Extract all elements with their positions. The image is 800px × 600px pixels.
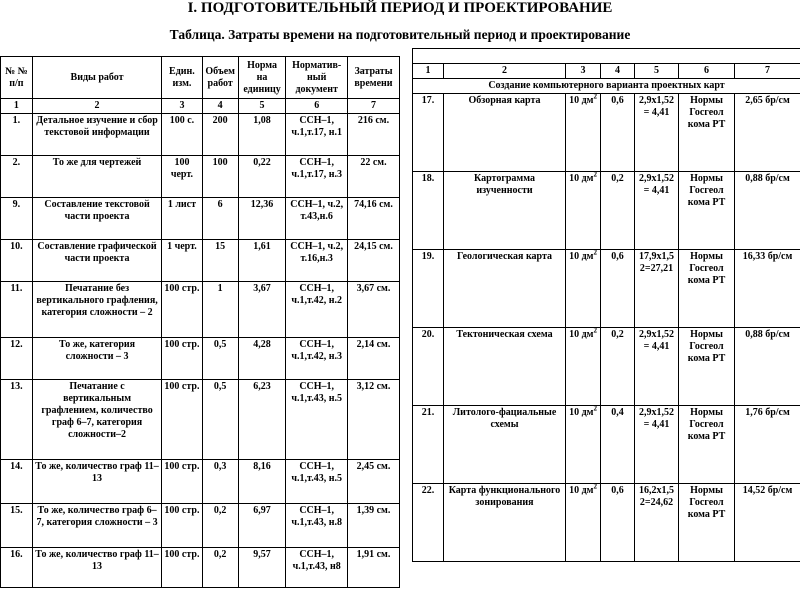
col-number: 5 <box>238 99 286 114</box>
volume: 0,5 <box>202 380 238 460</box>
normative-doc: ССН–1, ч.2, т.43,н.6 <box>286 198 348 240</box>
time-cost: 1,91 см. <box>347 548 399 588</box>
norm: 8,16 <box>238 460 286 504</box>
row-number: 2. <box>1 156 33 198</box>
norm: 2,9x1,52 = 4,41 <box>635 328 679 406</box>
row-number: 12. <box>1 338 33 380</box>
column-number-row <box>413 64 800 79</box>
col-header: Виды работ <box>32 57 161 99</box>
table-row <box>413 250 800 328</box>
table-row <box>1 156 400 198</box>
time-cost: 0,88 бр/см <box>735 172 800 250</box>
col-number: 2 <box>444 64 566 79</box>
unit: 10 $дм^2$ <box>566 172 601 250</box>
normative-doc: ССН–1, ч.2, т.16,н.3 <box>286 240 348 282</box>
table-row <box>1 240 400 282</box>
norm: 0,22 <box>238 156 286 198</box>
volume: 200 <box>202 114 238 156</box>
table-row <box>413 484 800 562</box>
unit: 100 черт. <box>162 156 202 198</box>
section-row <box>413 79 800 94</box>
time-cost: 0,88 бр/см <box>735 328 800 406</box>
unit: 100 стр. <box>162 460 202 504</box>
work-type: Печатание без вертикального графления, категория сложности – 2 <box>32 282 161 338</box>
normative-doc: ССН–1, ч.1,т.43, н.5 <box>286 460 348 504</box>
norm: 3,67 <box>238 282 286 338</box>
volume: 6 <box>202 198 238 240</box>
unit: 10 $дм^2$ <box>566 328 601 406</box>
volume: 15 <box>202 240 238 282</box>
norm: 1,08 <box>238 114 286 156</box>
unit: 100 стр. <box>162 282 202 338</box>
work-type: Составление графической части проекта <box>32 240 161 282</box>
col-number: 1 <box>1 99 33 114</box>
table-row <box>413 172 800 250</box>
normative-doc: Нормы Госгеол кома РТ <box>679 172 735 250</box>
col-number: 5 <box>635 64 679 79</box>
col-number: 7 <box>347 99 399 114</box>
work-type: Карта функционального зонирования <box>444 484 566 562</box>
volume: 0,2 <box>601 328 635 406</box>
time-cost: 216 см. <box>347 114 399 156</box>
row-number: 15. <box>1 504 33 548</box>
work-type: Литолого-фациальные схемы <box>444 406 566 484</box>
row-number: 17. <box>413 94 444 172</box>
unit: 100 стр. <box>162 504 202 548</box>
time-cost: 16,33 бр/см <box>735 250 800 328</box>
col-number: 4 <box>202 99 238 114</box>
norm: 2,9x1,52 = 4,41 <box>635 172 679 250</box>
row-number: 11. <box>1 282 33 338</box>
norm: 16,2x1,5 2=24,62 <box>635 484 679 562</box>
norm: 17,9x1,5 2=27,21 <box>635 250 679 328</box>
col-header: Един. изм. <box>162 57 202 99</box>
work-type: То же, количество граф 11–13 <box>32 548 161 588</box>
table-row <box>1 380 400 460</box>
superscript: 2 <box>593 327 597 335</box>
normative-doc: Нормы Госгеол кома РТ <box>679 250 735 328</box>
volume: 0,5 <box>202 338 238 380</box>
norm: 12,36 <box>238 198 286 240</box>
volume: 0,2 <box>601 172 635 250</box>
superscript: 2 <box>593 171 597 179</box>
unit: 1 лист <box>162 198 202 240</box>
header-row <box>1 57 400 99</box>
volume: 0,6 <box>601 94 635 172</box>
work-type: Детальное изучение и сбор текстовой информации <box>32 114 161 156</box>
superscript: 2 <box>593 93 597 101</box>
work-type: Обзорная карта <box>444 94 566 172</box>
normative-doc: Нормы Госгеол кома РТ <box>679 484 735 562</box>
table-row <box>1 338 400 380</box>
superscript: 2 <box>593 405 597 413</box>
table-row <box>1 198 400 240</box>
col-number: 2 <box>32 99 161 114</box>
row-number: 19. <box>413 250 444 328</box>
unit: 100 стр. <box>162 548 202 588</box>
col-header: № № п/п <box>1 57 33 99</box>
time-cost: 22 см. <box>347 156 399 198</box>
row-number: 16. <box>1 548 33 588</box>
normative-doc: Нормы Госгеол кома РТ <box>679 328 735 406</box>
unit: 10 $дм^2$ <box>566 406 601 484</box>
spacer-row <box>413 49 800 64</box>
row-number: 22. <box>413 484 444 562</box>
table-row <box>1 504 400 548</box>
volume: 0,4 <box>601 406 635 484</box>
section-title: Создание компьютерного варианта проектных карт <box>413 79 800 94</box>
superscript: 2 <box>593 483 597 491</box>
unit: 10 $дм^2$ <box>566 250 601 328</box>
column-number-row <box>1 99 400 114</box>
volume: 0,2 <box>202 504 238 548</box>
table-row <box>1 460 400 504</box>
work-type: Геологическая карта <box>444 250 566 328</box>
work-type: То же для чертежей <box>32 156 161 198</box>
work-type: Составление текстовой части проекта <box>32 198 161 240</box>
work-type: То же, категория сложности – 3 <box>32 338 161 380</box>
time-cost: 2,45 см. <box>347 460 399 504</box>
table-row <box>1 548 400 588</box>
norm: 4,28 <box>238 338 286 380</box>
time-cost: 74,16 см. <box>347 198 399 240</box>
table-row <box>413 94 800 172</box>
col-header: Норматив-ный документ <box>286 57 348 99</box>
normative-doc: ССН–1, ч.1,т.42, н.3 <box>286 338 348 380</box>
time-cost: 3,12 см. <box>347 380 399 460</box>
unit: 100 стр. <box>162 338 202 380</box>
volume: 0,6 <box>601 484 635 562</box>
col-number: 4 <box>601 64 635 79</box>
work-type: То же, количество граф 6–7, категория сложности – 3 <box>32 504 161 548</box>
norm: 6,23 <box>238 380 286 460</box>
col-header: Объем работ <box>202 57 238 99</box>
normative-doc: Нормы Госгеол кома РТ <box>679 406 735 484</box>
work-type: Картограмма изученности <box>444 172 566 250</box>
time-cost: 3,67 см. <box>347 282 399 338</box>
normative-doc: ССН–1, ч.1,т.17, н.3 <box>286 156 348 198</box>
normative-doc: ССН–1, ч.1,т.43, н8 <box>286 548 348 588</box>
row-number: 1. <box>1 114 33 156</box>
col-number: 6 <box>679 64 735 79</box>
table-row <box>1 282 400 338</box>
col-number: 3 <box>162 99 202 114</box>
superscript: 2 <box>593 249 597 257</box>
row-number: 21. <box>413 406 444 484</box>
volume: 0,6 <box>601 250 635 328</box>
right-table <box>412 48 800 562</box>
volume: 0,3 <box>202 460 238 504</box>
col-number: 3 <box>566 64 601 79</box>
work-type: Тектоническая схема <box>444 328 566 406</box>
normative-doc: ССН–1, ч.1,т.17, н.1 <box>286 114 348 156</box>
normative-doc: ССН–1, ч.1,т.43, н.8 <box>286 504 348 548</box>
unit: 10 $дм^2$ <box>566 94 601 172</box>
col-number: 7 <box>735 64 800 79</box>
time-cost: 2,14 см. <box>347 338 399 380</box>
col-number: 6 <box>286 99 348 114</box>
table-row <box>1 114 400 156</box>
unit: 10 $дм^2$ <box>566 484 601 562</box>
work-type: Печатание с вертикальным графлением, количество граф 6–7, категория сложности–2 <box>32 380 161 460</box>
norm: 1,61 <box>238 240 286 282</box>
time-cost: 14,52 бр/см <box>735 484 800 562</box>
normative-doc: ССН–1, ч.1,т.42, н.2 <box>286 282 348 338</box>
work-type: То же, количество граф 11–13 <box>32 460 161 504</box>
time-cost: 2,65 бр/см <box>735 94 800 172</box>
row-number: 10. <box>1 240 33 282</box>
col-header: Норма на единицу <box>238 57 286 99</box>
volume: 0,2 <box>202 548 238 588</box>
norm: 9,57 <box>238 548 286 588</box>
table-row <box>413 328 800 406</box>
left-table <box>0 56 400 588</box>
table-caption: Таблица. Затраты времени на подготовительный период и проектирование <box>169 27 631 42</box>
row-number: 14. <box>1 460 33 504</box>
volume: 100 <box>202 156 238 198</box>
norm: 6,97 <box>238 504 286 548</box>
row-number: 9. <box>1 198 33 240</box>
col-number: 1 <box>413 64 444 79</box>
time-cost: 24,15 см. <box>347 240 399 282</box>
time-cost: 1,76 бр/см <box>735 406 800 484</box>
row-number: 18. <box>413 172 444 250</box>
page-title: I. ПОДГОТОВИТЕЛЬНЫЙ ПЕРИОД И ПРОЕКТИРОВАНИЕ <box>187 0 613 16</box>
col-header: Затраты времени <box>347 57 399 99</box>
row-number: 20. <box>413 328 444 406</box>
normative-doc: ССН–1, ч.1,т.43, н.5 <box>286 380 348 460</box>
unit: 100 стр. <box>162 380 202 460</box>
normative-doc: Нормы Госгеол кома РТ <box>679 94 735 172</box>
volume: 1 <box>202 282 238 338</box>
table-row <box>413 406 800 484</box>
time-cost: 1,39 см. <box>347 504 399 548</box>
norm: 2,9x1,52 = 4,41 <box>635 94 679 172</box>
row-number: 13. <box>1 380 33 460</box>
unit: 100 с. <box>162 114 202 156</box>
unit: 1 черт. <box>162 240 202 282</box>
norm: 2,9x1,52 = 4,41 <box>635 406 679 484</box>
